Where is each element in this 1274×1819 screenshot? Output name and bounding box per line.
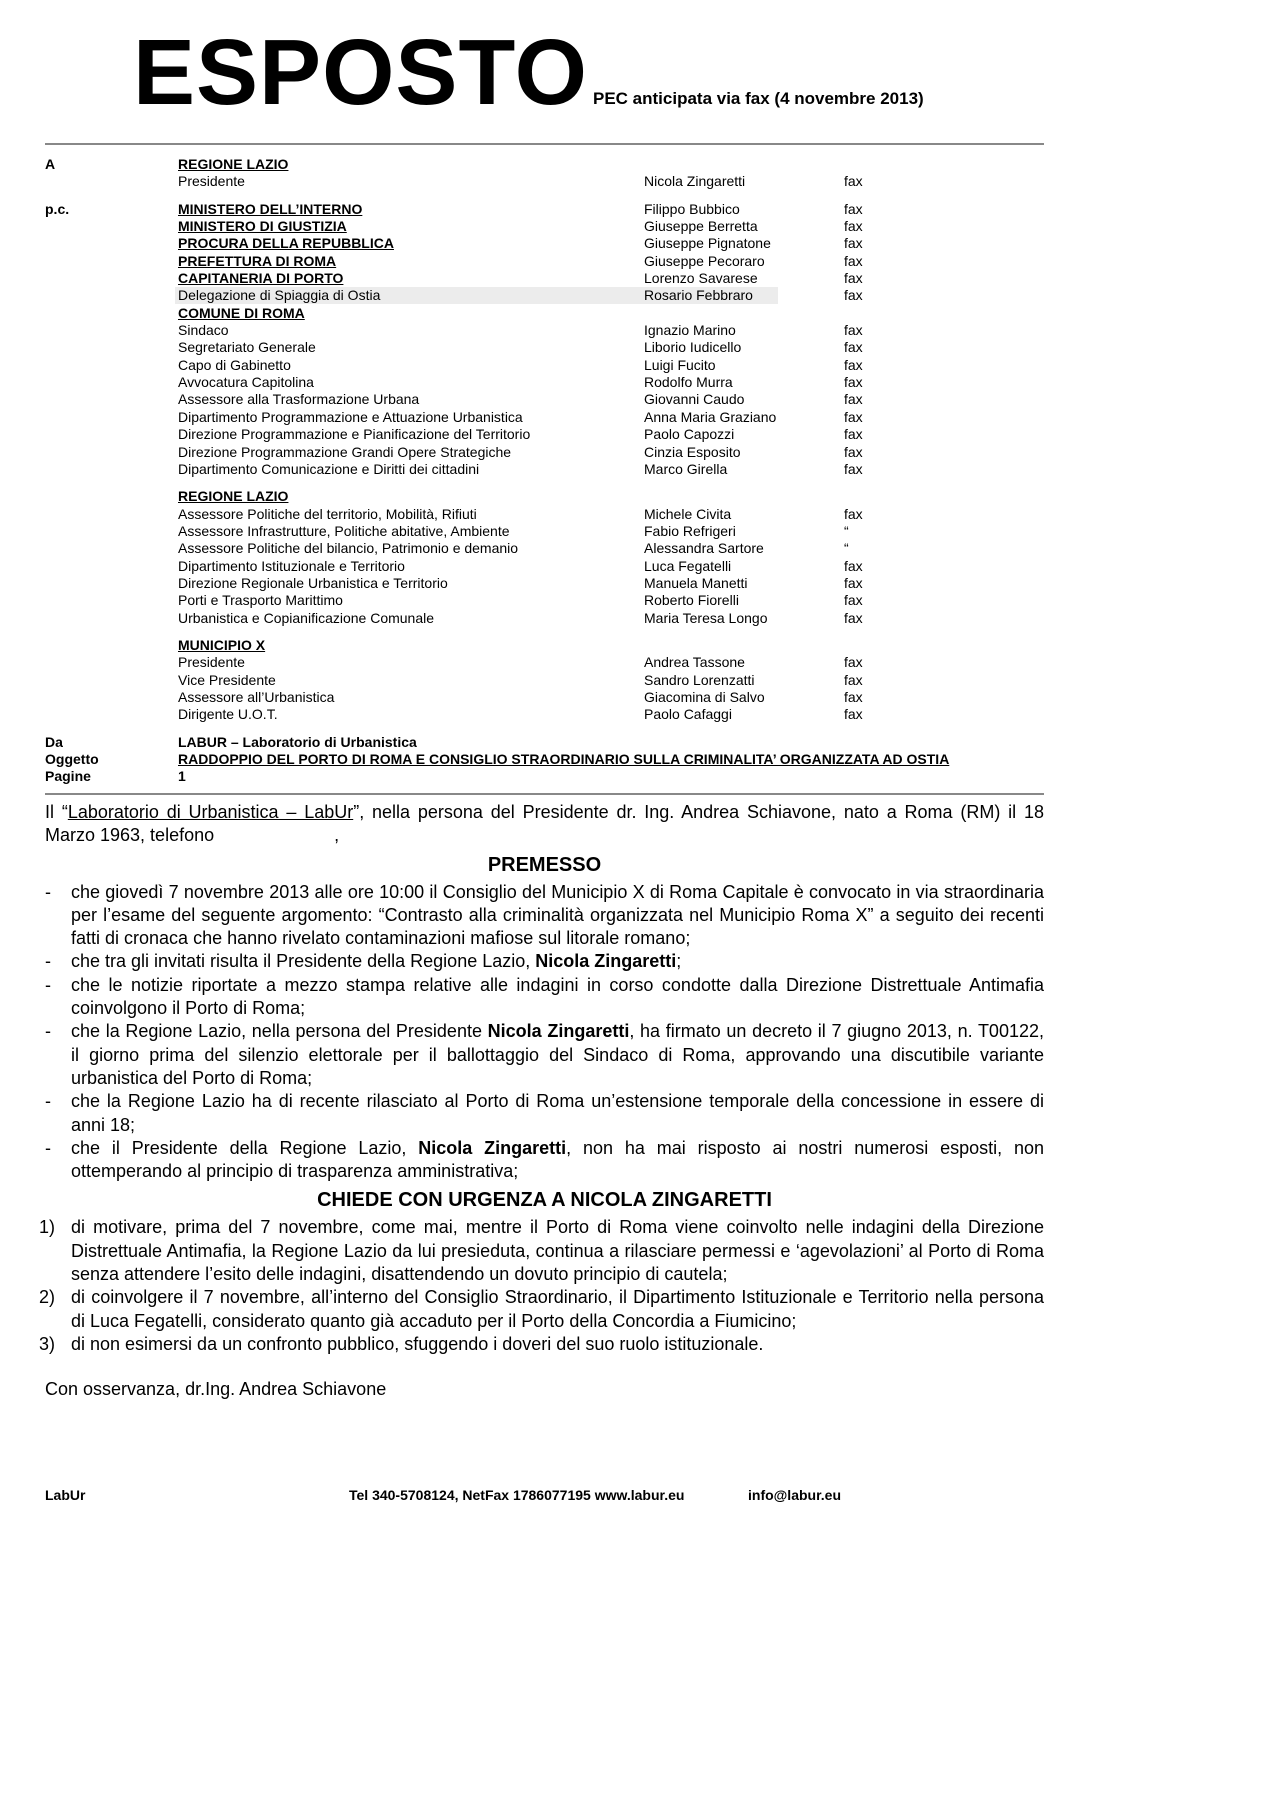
intro-text: ”, nella persona del Presidente dr. Ing. Andrea Schiavone, nato a Roma (RM) il 18 Marzo 1963, telefono [45, 802, 1044, 846]
bullet-dash: - [45, 974, 51, 995]
premesso-item [45, 1020, 1044, 1090]
delivery-channel: fax [844, 235, 863, 252]
recipient-name: Luigi Fucito [644, 356, 716, 373]
delivery-channel: fax [844, 505, 863, 522]
recipient-office: Dipartimento Programmazione e Attuazione Urbanistica [178, 408, 523, 425]
recipient-name: Manuela Manetti [644, 574, 748, 591]
delivery-channel: fax [844, 218, 863, 235]
item-text: che tra gli invitati risulta il Presidente della Regione Lazio, [71, 951, 536, 972]
row-label: Oggetto [45, 751, 99, 767]
item-text: che giovedì 7 novembre 2013 alle ore 10:00 il Consiglio del Municipio X di Roma Capitale è convocato in via straordinaria per l’esame del seguente argomento: “Contrasto alla criminalità organizzata nel Municipio Roma X” a seguito dei recenti fatti di cronaca che hanno rivelato contaminazioni mafiose sul litorale romano; [71, 881, 1044, 949]
recipient-office: Direzione Regionale Urbanistica e Territorio [178, 574, 448, 591]
recipient-row [45, 637, 1045, 654]
recipient-row [45, 391, 1045, 408]
recipient-name: Rodolfo Murra [644, 374, 733, 391]
premesso-item [45, 1090, 1044, 1137]
bold-name: Nicola Zingaretti [418, 1137, 567, 1158]
labur-link[interactable]: Laboratorio di Urbanistica – LabUr [67, 802, 354, 822]
recipient-row [45, 506, 1045, 523]
item-text: ; [676, 951, 682, 972]
recipient-name: Michele Civita [644, 505, 732, 522]
recipient-row [45, 426, 1045, 443]
recipient-name: Ignazio Marino [644, 322, 736, 339]
header-divider [45, 143, 1044, 145]
recipient-office: Dipartimento Istituzionale e Territorio [178, 557, 405, 574]
body-divider [45, 793, 1044, 795]
delivery-channel: fax [844, 443, 863, 460]
sender-value: LABUR – Laboratorio di Urbanistica [178, 733, 417, 750]
delivery-channel: fax [844, 322, 863, 339]
delivery-channel: fax [844, 408, 863, 425]
recipient-name: Cinzia Esposito [644, 443, 741, 460]
recipient-row [45, 610, 1045, 627]
recipient-row [45, 444, 1045, 461]
item-text: che la Regione Lazio, nella persona del Presidente [71, 1021, 488, 1042]
delivery-channel: fax [844, 200, 863, 217]
item-text: di motivare, prima del 7 novembre, come mai, mentre il Porto di Roma viene coinvolto nelle indagini della Direzione Distrettuale Antimafia, la Regione Lazio da lui presieduta, continua a rilasciare permessi e ‘agevolazioni’ al Porto di Roma senza attendere l’esito delle indagini, disattendendo un dovuto principio di cautela; [71, 1217, 1044, 1285]
bullet-dash: - [45, 1021, 51, 1042]
delivery-channel: fax [844, 592, 863, 609]
closing-signature: Con osservanza, dr.Ing. Andrea Schiavone [45, 1379, 387, 1400]
recipient-name: Luca Fegatelli [644, 557, 732, 574]
recipient-office: Assessore Politiche del bilancio, Patrimonio e demanio [178, 540, 519, 557]
organization-heading: CAPITANERIA DI PORTO [178, 270, 344, 287]
distribution-list [45, 156, 1045, 786]
bold-name: Nicola Zingaretti [487, 1021, 630, 1042]
delivery-channel: fax [844, 460, 863, 477]
recipient-office: Dipartimento Comunicazione e Diritti dei cittadini [178, 460, 480, 477]
delivery-channel: fax [844, 609, 863, 626]
organization-heading: MINISTERO DELL’INTERNO [178, 200, 363, 217]
recipient-row [45, 575, 1045, 592]
recipient-name: Giuseppe Berretta [644, 218, 758, 235]
recipient-row [45, 253, 1045, 270]
delivery-channel: fax [844, 287, 863, 304]
delivery-channel: fax [844, 356, 863, 373]
recipient-office: Assessore all’Urbanistica [178, 688, 335, 705]
recipient-office: Presidente [178, 173, 245, 190]
recipient-name: Paolo Capozzi [644, 426, 735, 443]
item-text: , non ha mai risposto ai nostri numerosi esposti, non ottemperando al principio di trasparenza amministrativa; [71, 1137, 1044, 1182]
delivery-channel: fax [844, 688, 863, 705]
recipient-office: Assessore alla Trasformazione Urbana [178, 391, 420, 408]
document-title: ESPOSTO [133, 20, 588, 124]
item-text: di coinvolgere il 7 novembre, all’interno del Consiglio Straordinario, il Dipartimento Istituzionale e Territorio nella persona di Luca Fegatelli, considerato quanto già accaduto per il Porto della Concordia a Fiumicino; [71, 1287, 1044, 1331]
recipient-name: Andrea Tassone [644, 654, 745, 671]
organization-heading: PROCURA DELLA REPUBBLICA [178, 235, 394, 252]
item-number: 3) [39, 1333, 56, 1354]
recipient-office: Delegazione di Spiaggia di Ostia [178, 287, 381, 304]
premesso-item [45, 1137, 1044, 1184]
recipient-office: Segretariato Generale [178, 339, 316, 356]
row-label: A [45, 156, 56, 172]
recipient-name: Anna Maria Graziano [644, 408, 777, 425]
recipient-row [45, 374, 1045, 391]
recipient-office: Assessore Infrastrutture, Politiche abitative, Ambiente [178, 522, 510, 539]
premesso-item [45, 950, 1044, 973]
document-subtitle: PEC anticipata via fax (4 novembre 2013) [593, 89, 924, 108]
delivery-channel: fax [844, 270, 863, 287]
item-number: 2) [39, 1287, 56, 1308]
recipient-row [45, 322, 1045, 339]
premesso-heading: PREMESSO [487, 853, 602, 876]
intro-comma: , [334, 825, 340, 846]
recipient-row [45, 689, 1045, 706]
recipient-office: Presidente [178, 654, 245, 671]
delivery-channel: fax [844, 557, 863, 574]
footer-email[interactable]: info@labur.eu [748, 1487, 841, 1503]
recipient-row [45, 488, 1045, 505]
recipient-name: Giovanni Caudo [644, 391, 745, 408]
bullet-dash: - [45, 881, 51, 902]
subject-value: RADDOPPIO DEL PORTO DI ROMA E CONSIGLIO STRAORDINARIO SULLA CRIMINALITA’ ORGANIZZATA AD OSTIA [178, 751, 950, 767]
recipient-name: Maria Teresa Longo [644, 609, 768, 626]
recipient-row [45, 523, 1045, 540]
recipient-row [45, 768, 1045, 785]
premesso-item [45, 974, 1044, 1021]
row-label: p.c. [45, 200, 70, 217]
recipient-row [45, 270, 1045, 287]
recipient-office: Porti e Trasporto Marittimo [178, 592, 343, 609]
item-text: di non esimersi da un confronto pubblico, sfuggendo i doveri del suo ruolo istituzionale. [71, 1333, 764, 1354]
organization-heading: REGIONE LAZIO [178, 488, 289, 505]
recipient-row [45, 218, 1045, 235]
recipient-name: Liborio Iudicello [644, 339, 742, 356]
recipient-row [45, 357, 1045, 374]
organization-heading: COMUNE DI ROMA [178, 304, 305, 321]
recipient-office: Sindaco [178, 322, 229, 339]
recipient-name: Paolo Cafaggi [644, 706, 732, 723]
delivery-channel: fax [844, 391, 863, 408]
recipient-name: Lorenzo Savarese [644, 270, 758, 287]
chiede-heading: CHIEDE CON URGENZA A NICOLA ZINGARETTI [317, 1189, 772, 1212]
delivery-channel: fax [844, 339, 863, 356]
recipient-row [45, 461, 1045, 478]
intro-prefix: Il “ [45, 802, 68, 822]
request-item [39, 1216, 1044, 1286]
recipient-row [45, 287, 1045, 304]
bullet-dash: - [45, 1091, 51, 1112]
recipient-office: Dirigente U.O.T. [178, 706, 278, 723]
delivery-channel: fax [844, 671, 863, 688]
premesso-list [45, 881, 1044, 1184]
delivery-channel: fax [844, 574, 863, 591]
recipient-row [45, 409, 1045, 426]
bold-name: Nicola Zingaretti [535, 951, 677, 972]
row-label: Pagine [45, 768, 91, 785]
recipient-row [45, 672, 1045, 689]
recipient-row [45, 540, 1045, 557]
recipient-office: Direzione Programmazione e Pianificazione del Territorio [178, 426, 531, 443]
delivery-channel: “ [844, 522, 849, 539]
recipient-row [45, 654, 1045, 671]
recipient-row [45, 558, 1045, 575]
recipient-name: Alessandra Sartore [644, 540, 764, 557]
request-item [39, 1333, 1044, 1356]
item-text: che il Presidente della Regione Lazio, [71, 1137, 419, 1158]
chiede-list [39, 1216, 1044, 1356]
recipient-name: Fabio Refrigeri [644, 522, 736, 539]
organization-heading: PREFETTURA DI ROMA [178, 252, 337, 269]
recipient-name: Filippo Bubbico [644, 200, 740, 217]
recipient-row [45, 751, 1045, 768]
row-label: Da [45, 733, 63, 750]
footer-contacts: Tel 340-5708124, NetFax 1786077195 www.labur.eu [349, 1487, 685, 1503]
request-item [39, 1286, 1044, 1333]
recipient-office: Vice Presidente [178, 671, 276, 688]
intro-paragraph [45, 801, 1044, 848]
recipient-office: Assessore Politiche del territorio, Mobilità, Rifiuti [178, 505, 477, 522]
recipient-office: Urbanistica e Copianificazione Comunale [178, 609, 435, 626]
recipient-name: Marco Girella [644, 460, 728, 477]
bullet-dash: - [45, 1137, 51, 1158]
delivery-channel: fax [844, 654, 863, 671]
recipient-name: Giuseppe Pignatone [644, 235, 771, 252]
recipient-row [45, 305, 1045, 322]
recipient-row [45, 734, 1045, 751]
letter-body [39, 801, 1044, 1402]
pages-value: 1 [178, 768, 186, 785]
delivery-channel: fax [844, 173, 863, 190]
item-number: 1) [39, 1217, 56, 1238]
item-text: che la Regione Lazio ha di recente rilasciato al Porto di Roma un’estensione temporale della concessione in essere di anni 18; [71, 1091, 1044, 1135]
recipient-name: Rosario Febbraro [644, 287, 753, 304]
delivery-channel: “ [844, 540, 849, 557]
organization-heading: MUNICIPIO X [178, 636, 266, 653]
recipient-name: Giuseppe Pecoraro [644, 252, 765, 269]
delivery-channel: fax [844, 706, 863, 723]
recipient-row [45, 235, 1045, 252]
recipient-name: Giacomina di Salvo [644, 688, 765, 705]
recipient-office: Avvocatura Capitolina [178, 374, 314, 391]
bullet-dash: - [45, 951, 51, 972]
organization-heading: REGIONE LAZIO [178, 156, 289, 172]
recipient-row [45, 592, 1045, 609]
delivery-channel: fax [844, 374, 863, 391]
organization-heading: MINISTERO DI GIUSTIZIA [178, 218, 347, 235]
recipient-row [45, 201, 1045, 218]
delivery-channel: fax [844, 426, 863, 443]
recipient-name: Nicola Zingaretti [644, 173, 746, 190]
recipient-row [45, 156, 1045, 173]
recipient-office: Direzione Programmazione Grandi Opere Strategiche [178, 443, 512, 460]
recipient-office: Capo di Gabinetto [178, 356, 291, 373]
item-text: , ha firmato un decreto il 7 giugno 2013, n. T00122, il giorno prima del silenzio elettorale per il ballottaggio del Sindaco di Roma, approvando una discutibile variante urbanistica del Porto di Roma; [71, 1021, 1044, 1088]
footer-label: LabUr [45, 1487, 86, 1503]
recipient-row [45, 706, 1045, 723]
recipient-name: Roberto Fiorelli [644, 592, 739, 609]
recipient-name: Sandro Lorenzatti [644, 671, 755, 688]
recipient-row [45, 339, 1045, 356]
recipient-row [45, 173, 1045, 190]
premesso-item [45, 881, 1044, 951]
item-text: che le notizie riportate a mezzo stampa relative alle indagini in corso condotte dalla Direzione Distrettuale Antimafia coinvolgono il Porto di Roma; [71, 974, 1044, 1019]
delivery-channel: fax [844, 252, 863, 269]
